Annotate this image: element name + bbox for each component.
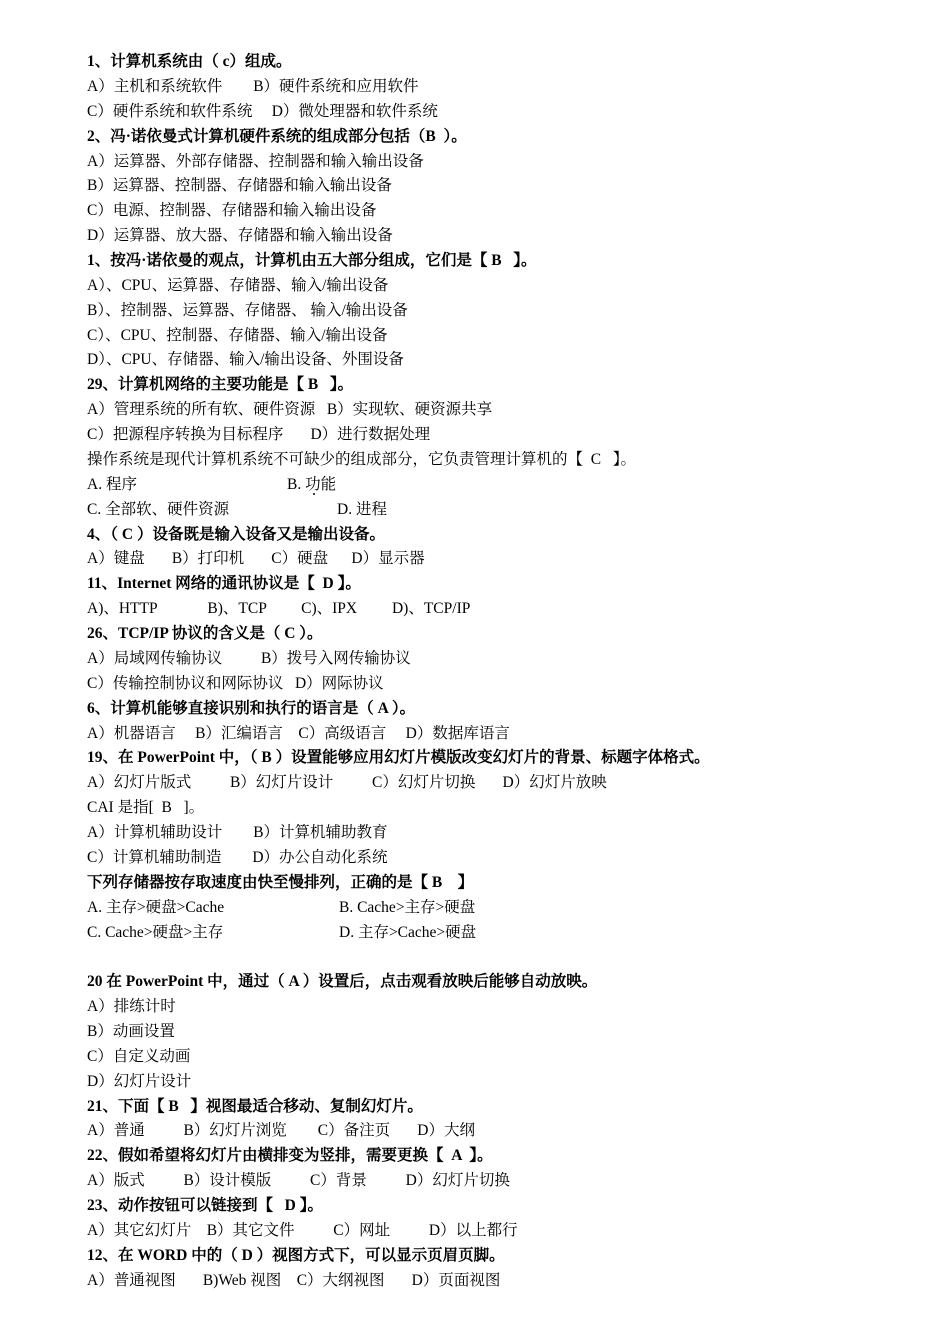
option-column: C. Cache>硬盘>主存 xyxy=(87,923,224,941)
option-line: C）自定义动画 xyxy=(87,1047,191,1065)
option-line: C）把源程序转换为目标程序 D）进行数据处理 xyxy=(87,426,431,444)
option-line: B）运算器、控制器、存储器和输入输出设备 xyxy=(87,177,392,195)
question-line: 下列存储器按存取速度由快至慢排列，正确的是【 B 】 xyxy=(87,873,474,891)
option-line: C）电源、控制器、存储器和输入输出设备 xyxy=(87,202,377,220)
question-line: 4、（ C ）设备既是输入设备又是输出设备。 xyxy=(87,525,385,543)
option-line: C）计算机辅助制造 D）办公自动化系统 xyxy=(87,848,388,866)
option-column: C. 全部软、硬件资源 xyxy=(87,500,230,518)
option-line: A）主机和系统软件 B）硬件系统和应用软件 xyxy=(87,77,419,95)
question-line: 22、假如希望将幻灯片由横排变为竖排，需要更换【 A 】。 xyxy=(87,1147,493,1165)
question-line: 6、计算机能够直接识别和执行的语言是（ A ）。 xyxy=(87,699,416,717)
option-line: A）幻灯片版式 B）幻灯片设计 C）幻灯片切换 D）幻灯片放映 xyxy=(87,774,607,792)
option-line: A）其它幻灯片 B）其它文件 C）网址 D）以上都行 xyxy=(87,1221,518,1239)
option-line: B）动画设置 xyxy=(87,1022,175,1040)
question-line: 11、Internet 网络的通讯协议是【 D 】。 xyxy=(87,575,361,593)
question-line: 20 在 PowerPoint 中，通过（ A ）设置后，点击观看放映后能够自动放映。 xyxy=(87,973,598,991)
option-line: A）键盘 B）打印机 C）硬盘 D）显示器 xyxy=(87,550,425,568)
option-line: C）硬件系统和软件系统 D）微处理器和软件系统 xyxy=(87,102,438,120)
option-line: A）局域网传输协议 B）拨号入网传输协议 xyxy=(87,649,411,667)
option-line xyxy=(87,472,887,497)
option-line: A）普通 B）幻灯片浏览 C）备注页 D）大纲 xyxy=(87,1122,475,1140)
option-line: A）机器语言 B）汇编语言 C）高级语言 D）数据库语言 xyxy=(87,724,510,742)
question-line: 19、在 PowerPoint 中，（ B ）设置能够应用幻灯片模版改变幻灯片的背景、标题字体格式。 xyxy=(87,749,710,767)
option-column: A. 程序 xyxy=(87,475,137,493)
question-line: 23、动作按钮可以链接到【 D 】。 xyxy=(87,1197,323,1214)
option-column: A. 主存>硬盘>Cache xyxy=(87,898,225,916)
question-line: 1、计算机系统由（ c）组成。 xyxy=(87,53,292,70)
question-line: 1、按冯·诺依曼的观点，计算机由五大部分组成，它们是【 B 】。 xyxy=(87,252,537,269)
option-line: A）排练计时 xyxy=(87,998,176,1016)
option-line xyxy=(87,497,887,522)
option-line: 操作系统是现代计算机系统不可缺少的组成部分，它负责管理计算机的【 C 】。 xyxy=(87,450,636,468)
option-line: A）普通视图 B)Web 视图 C）大纲视图 D）页面视图 xyxy=(87,1271,501,1289)
option-line: A）计算机辅助设计 B）计算机辅助教育 xyxy=(87,824,388,841)
option-column: D. 进程 xyxy=(337,500,387,518)
option-line xyxy=(87,895,887,920)
option-line: C）、CPU、控制器、存储器、输入/输出设备 xyxy=(87,326,388,344)
option-line: A）、CPU、运算器、存储器、输入/输出设备 xyxy=(87,276,389,294)
option-line: A）版式 B）设计模版 C）背景 D）幻灯片切换 xyxy=(87,1172,510,1190)
question-line: 2、冯·诺依曼式计算机硬件系统的组成部分包括（B ）。 xyxy=(87,127,467,145)
question-line: 21、下面【 B 】视图最适合移动、复制幻灯片。 xyxy=(87,1097,423,1115)
question-line: 26、TCP/IP 协议的含义是（ C ）。 xyxy=(87,625,323,642)
option-line: C）传输控制协议和网际协议 D）网际协议 xyxy=(87,674,384,692)
option-column: D. 主存>Cache>硬盘 xyxy=(339,923,477,941)
option-line: A）管理系统的所有软、硬件资源 B）实现软、硬资源共享 xyxy=(87,401,493,419)
option-line: B）、控制器、运算器、存储器、 输入/输出设备 xyxy=(87,301,408,319)
question-line: 12、在 WORD 中的（ D ）视图方式下，可以显示页眉页脚。 xyxy=(87,1246,505,1264)
question-line: 29、计算机网络的主要功能是【 B 】。 xyxy=(87,376,354,394)
option-line: A)、HTTP B)、TCP C)、IPX D)、TCP/IP xyxy=(87,600,471,618)
option-line: CAI 是指[ B ]。 xyxy=(87,799,205,817)
option-column: B. 功能 xyxy=(287,475,337,493)
option-line: D）幻灯片设计 xyxy=(87,1072,192,1090)
option-line: D）运算器、放大器、存储器和输入输出设备 xyxy=(87,227,393,245)
option-line: A）运算器、外部存储器、控制器和输入输出设备 xyxy=(87,152,424,170)
option-line: D）、CPU、存储器、输入/输出设备、外围设备 xyxy=(87,351,404,369)
option-line xyxy=(87,920,887,945)
option-column: B. Cache>主存>硬盘 xyxy=(339,898,476,916)
